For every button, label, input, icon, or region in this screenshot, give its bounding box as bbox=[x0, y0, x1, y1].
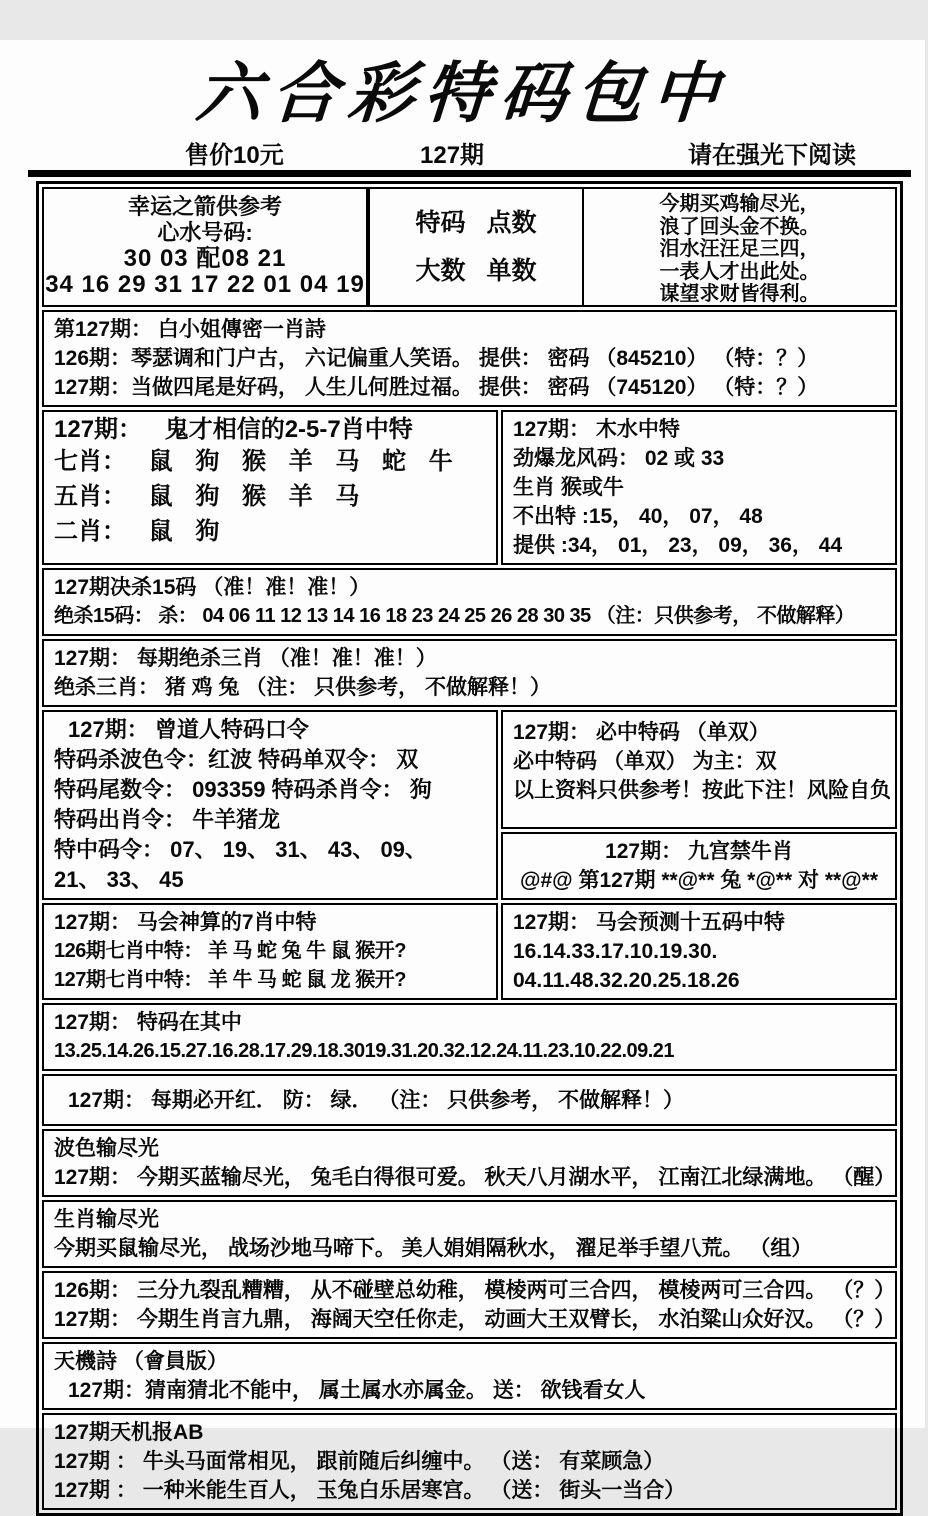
text-line: 劲爆龙风码： 02 或 33 bbox=[513, 447, 725, 470]
text-line: 今期买鼠输尽光， 战场沙地马啼下。 美人娟娟隔秋水， 濯足举手望八荒。 （组） bbox=[54, 1237, 813, 1260]
section-mushui-zhongte bbox=[501, 410, 897, 565]
text-line: 以上资料只供参考！按此下注！风险自负 bbox=[513, 779, 891, 802]
text-line: 第127期： 白小姐傳密一肖詩 bbox=[54, 318, 326, 341]
header-poem bbox=[584, 189, 895, 305]
text-line: 34 16 29 31 17 22 01 04 19 bbox=[45, 271, 365, 298]
text-line: 大数 单数 bbox=[415, 257, 537, 285]
row-xiao-mushui bbox=[42, 410, 897, 565]
text-line: 127期： 必中特码 （单双） bbox=[513, 721, 770, 744]
section-jiugong-jinxiao bbox=[501, 832, 897, 900]
text-line: 127期： 鬼才相信的2-5-7肖中特 bbox=[54, 416, 413, 443]
text-line: 心水号码: bbox=[157, 220, 253, 245]
tema-dianshu-cell bbox=[370, 189, 584, 305]
text-line: 127期： 九宫禁牛肖 bbox=[605, 840, 793, 863]
row-mahui bbox=[42, 903, 897, 1000]
text-line: 绝杀15码： 杀： 04 06 11 12 13 14 16 18 23 24 25 26 28 30 35 （注：只供参考， 不做解释） bbox=[54, 605, 855, 627]
poem-line: 今期买鸡输尽光， bbox=[659, 193, 820, 215]
text-line: 特码杀波色令：红波 特码单双令： 双 bbox=[54, 747, 419, 772]
text-line: 127期： 今期生肖言九鼎， 海阔天空任你走， 动画大王双臂长， 水泊粱山众好汉。 （？） bbox=[54, 1308, 896, 1331]
section-bose-shujinguang bbox=[42, 1129, 897, 1197]
row-kouling-bizhong bbox=[42, 710, 897, 900]
poem-line: 浪了回头金不换。 bbox=[659, 215, 820, 238]
text-line: 生肖输尽光 bbox=[54, 1208, 159, 1231]
section-mahui-shiwuma bbox=[501, 903, 897, 1000]
text-line: 127期： 每期必开红． 防： 绿． （注： 只供参考， 不做解释！） bbox=[68, 1088, 685, 1112]
text-line: 21、 33、 45 bbox=[54, 867, 184, 892]
text-line: 生肖 猴或牛 bbox=[513, 476, 624, 499]
text-line: 127期 ： 一种米能生百人， 玉兔白乐居寒宫。 （送： 街头一当合） bbox=[54, 1479, 686, 1502]
text-line: 127期： 木水中特 bbox=[513, 418, 680, 441]
col-bizhong-jiugong bbox=[501, 710, 897, 900]
text-line: 127期七肖中特： 羊 牛 马 蛇 鼠 龙 猴开? bbox=[54, 969, 406, 991]
section-juesha-sanxiao bbox=[42, 639, 897, 707]
content-grid bbox=[36, 181, 903, 1516]
poem-line: 泪水汪汪足三四， bbox=[659, 238, 820, 260]
text-line: 30 03 配08 21 bbox=[123, 245, 287, 272]
text-line: 04.11.48.32.20.25.18.26 bbox=[513, 969, 740, 992]
text-line: 127期：猜南猜北不能中， 属土属水亦属金。 送： 欲钱看女人 bbox=[68, 1379, 646, 1402]
page-title: 六合彩特码包中 bbox=[193, 54, 731, 132]
section-mahui-qixiao bbox=[42, 903, 498, 1000]
lucky-arrow-numbers bbox=[44, 189, 370, 305]
section-guicai-257xiao bbox=[42, 410, 498, 565]
text-line: 127期决杀15码 （准！准！准！） bbox=[54, 576, 371, 599]
section-tema-qizhong bbox=[42, 1003, 897, 1071]
poem-line: 谋望求财皆得利。 bbox=[659, 283, 820, 305]
issue-number-label: 127期 bbox=[420, 142, 485, 169]
subheader-row bbox=[0, 135, 925, 167]
text-line: 必中特码 （单双） 为主：双 bbox=[513, 750, 777, 773]
section-shengxiao-shujinguang bbox=[42, 1200, 897, 1268]
text-line: 13.25.14.26.15.27.16.28.17.29.18.3019.31.20.32.12.24.11.23.10.22.09.21 bbox=[54, 1040, 675, 1062]
section-couplets bbox=[42, 1271, 897, 1339]
text-line: 126期：琴瑟调和门户古， 六记偏重人笑语。 提供： 密码 （845210） （特：？） bbox=[54, 347, 819, 370]
section-tianjibao-ab bbox=[42, 1413, 897, 1510]
text-line: 不出特 :15， 40， 07， 48 bbox=[513, 505, 763, 528]
lottery-sheet-page bbox=[0, 40, 925, 1502]
text-line: 提供 :34， 01， 23， 09， 36， 44 bbox=[513, 534, 843, 557]
text-line: @#@ 第127期 **@** 兔 *@** 对 **@** bbox=[519, 869, 878, 892]
text-line: 127期 ： 牛头马面常相见， 跟前随后纠缠中。 （送： 有菜顾急） bbox=[54, 1450, 665, 1473]
text-line: 天機詩 （會員版） bbox=[54, 1350, 228, 1373]
section-zengdaoren-kouling bbox=[42, 710, 498, 900]
text-line: 五肖： 鼠 狗 猴 羊 马 bbox=[54, 483, 360, 510]
thick-divider-rule bbox=[28, 170, 911, 177]
section-bikai-hong bbox=[42, 1074, 897, 1126]
text-line: 特码出肖令： 牛羊猪龙 bbox=[54, 807, 281, 832]
section-tianjishi bbox=[42, 1342, 897, 1410]
text-line: 127期天机报AB bbox=[54, 1421, 204, 1444]
section-bizhong-tema bbox=[501, 710, 897, 829]
text-line: 幸运之箭供参考 bbox=[127, 194, 282, 219]
text-line: 七肖： 鼠 狗 猴 羊 马 蛇 牛 bbox=[54, 448, 453, 475]
text-line: 127期： 马会神算的7肖中特 bbox=[54, 911, 317, 934]
text-line: 127期： 马会预测十五码中特 bbox=[513, 911, 785, 934]
text-line: 波色输尽光 bbox=[54, 1137, 159, 1160]
text-line: 特码尾数令： 093359 特码杀肖令： 狗 bbox=[54, 777, 432, 802]
reading-notice-label: 请在强光下阅读 bbox=[688, 142, 856, 169]
text-line: 16.14.33.17.10.19.30. bbox=[513, 940, 718, 963]
text-line: 127期： 曾道人特码口令 bbox=[68, 717, 309, 742]
text-line: 特码 点数 bbox=[415, 209, 537, 237]
section-juesha-15ma bbox=[42, 568, 897, 636]
text-line: 127期： 特码在其中 bbox=[54, 1011, 242, 1034]
text-line: 127期：当做四尾是好码， 人生儿何胜过福。 提供： 密码 （745120） （特：？） bbox=[54, 376, 819, 399]
section-baixiaojie-poem bbox=[42, 310, 897, 407]
text-line: 二肖： 鼠 狗 bbox=[54, 518, 220, 545]
poem-line: 一表人才出此处。 bbox=[659, 260, 820, 283]
text-line: 126期七肖中特： 羊 马 蛇 兔 牛 鼠 猴开? bbox=[54, 940, 406, 962]
text-line: 特中码令： 07、 19、 31、 43、 09、 bbox=[54, 837, 427, 862]
text-line: 127期： 今期买蓝输尽光， 兔毛白得很可爱。 秋天八月湖水平， 江南江北绿满地。 （醒） bbox=[54, 1166, 896, 1189]
text-line: 126期： 三分九裂乱糟糟， 从不碰壁总幼稚， 模棱两可三合四， 模棱两可三合四。 （？） bbox=[54, 1279, 896, 1302]
price-label: 售价10元 bbox=[185, 142, 284, 169]
text-line: 绝杀三肖： 猪 鸡 兔 （注： 只供参考， 不做解释！） bbox=[54, 676, 552, 699]
text-line: 127期： 每期绝杀三肖 （准！准！准！） bbox=[54, 647, 437, 670]
section-lucky-arrow bbox=[42, 187, 897, 307]
